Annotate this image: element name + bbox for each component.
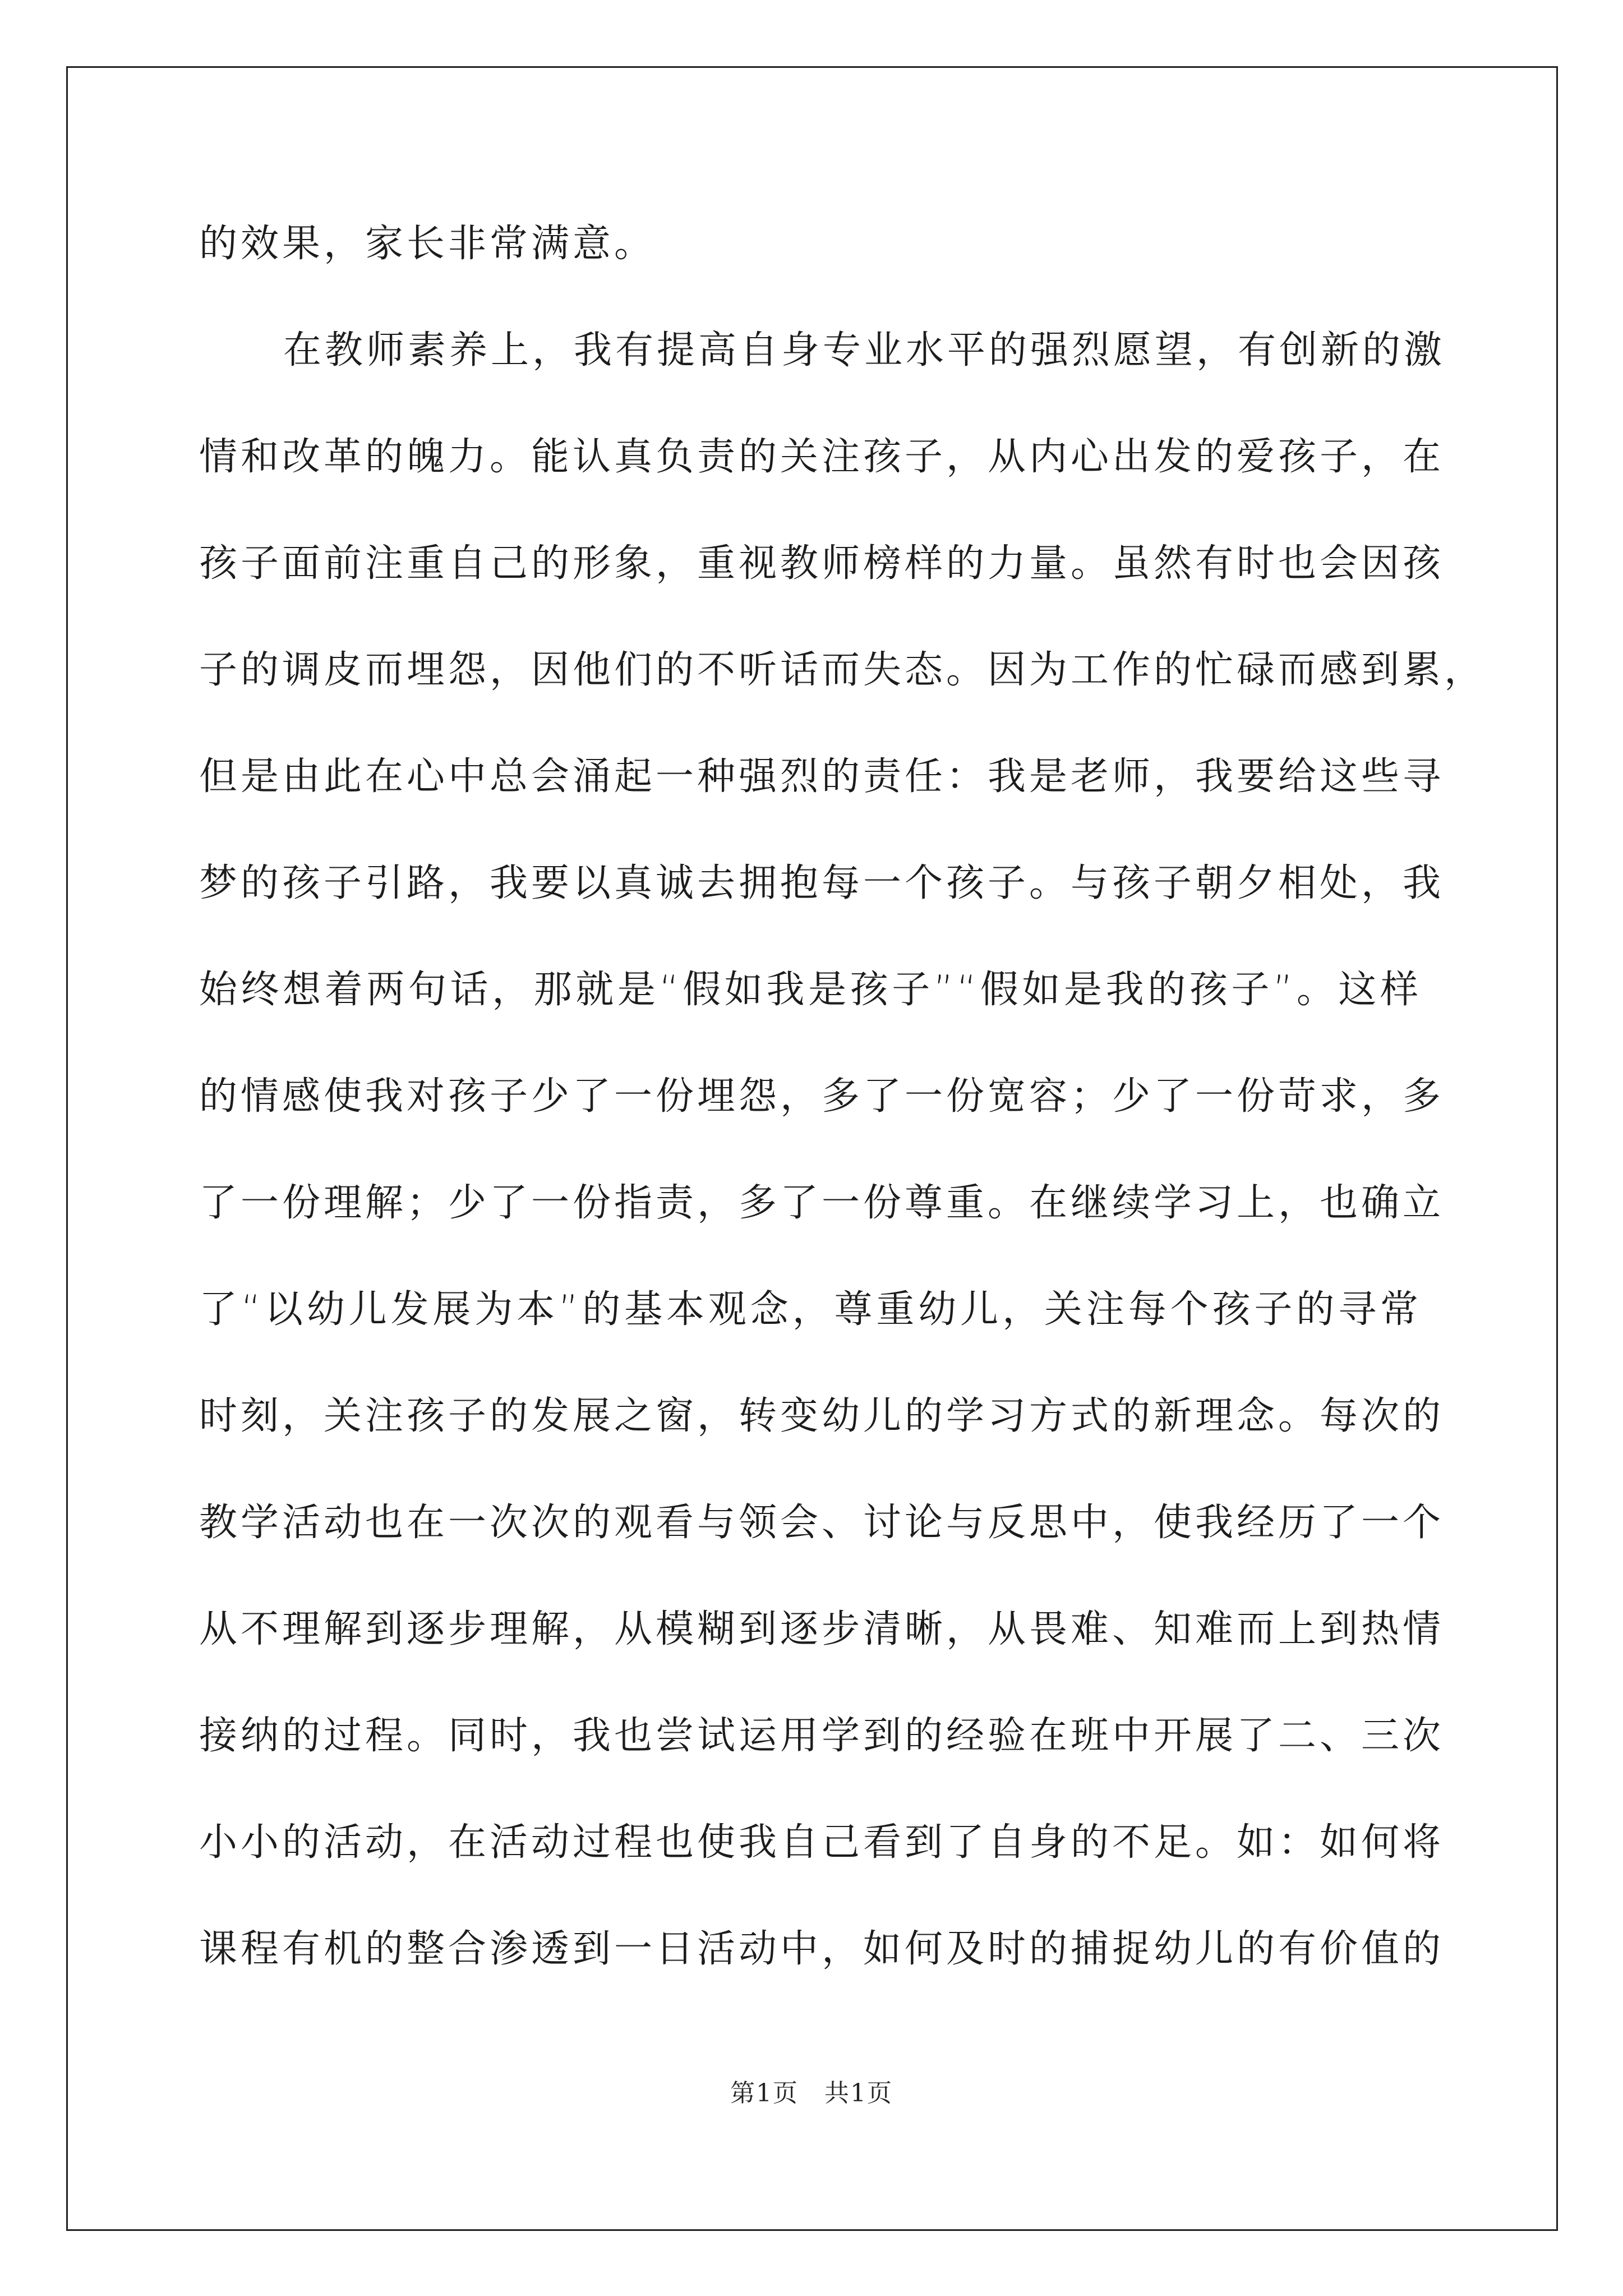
text-line-13: 教学活动也在一次次的观看与领会、讨论与反思中，使我经历了一个 bbox=[199, 1501, 1445, 1545]
text-line-12: 时刻，关注孩子的发展之窗，转变幼儿的学习方式的新理念。每次的 bbox=[199, 1394, 1445, 1438]
text-line-4: 孩子面前注重自己的形象，重视教师榜样的力量。虽然有时也会因孩 bbox=[199, 541, 1445, 586]
document-body bbox=[199, 191, 1486, 2003]
text-line-17: 课程有机的整合渗透到一日活动中，如何及时的捕捉幼儿的有价值的 bbox=[199, 1927, 1445, 1971]
text-line-15: 接纳的过程。同时，我也尝试运用学到的经验在班中开展了二、三次 bbox=[199, 1714, 1445, 1758]
text-line-7: 梦的孩子引路，我要以真诚去拥抱每一个孩子。与孩子朝夕相处，我 bbox=[199, 861, 1445, 905]
text-line-11: 了“以幼儿发展为本”的基本观念，尊重幼儿，关注每个孩子的寻常 bbox=[199, 1287, 1422, 1332]
text-line-5: 子的调皮而埋怨，因他们的不听话而失态。因为工作的忙碌而感到累， bbox=[199, 648, 1486, 692]
text-line-16: 小小的活动，在活动过程也使我自己看到了自身的不足。如：如何将 bbox=[199, 1820, 1445, 1865]
page-number-footer: 第1页 共1页 bbox=[730, 2079, 893, 2108]
text-line-8: 始终想着两句话，那就是“假如我是孩子”“假如是我的孩子”。这样 bbox=[199, 968, 1422, 1012]
text-line-3: 情和改革的魄力。能认真负责的关注孩子，从内心出发的爱孩子，在 bbox=[199, 435, 1445, 479]
text-line-10: 了一份理解；少了一份指责，多了一份尊重。在继续学习上，也确立 bbox=[199, 1181, 1445, 1225]
text-line-6: 但是由此在心中总会涌起一种强烈的责任：我是老师，我要给这些寻 bbox=[199, 754, 1445, 799]
text-line-1: 的效果，家长非常满意。 bbox=[199, 222, 656, 266]
text-line-9: 的情感使我对孩子少了一份埋怨，多了一份宽容；少了一份苛求，多 bbox=[199, 1074, 1445, 1119]
text-line-2: 在教师素养上，我有提高自身专业水平的强烈愿望，有创新的激 bbox=[283, 328, 1446, 372]
text-line-14: 从不理解到逐步理解，从模糊到逐步清晰，从畏难、知难而上到热情 bbox=[199, 1607, 1445, 1651]
